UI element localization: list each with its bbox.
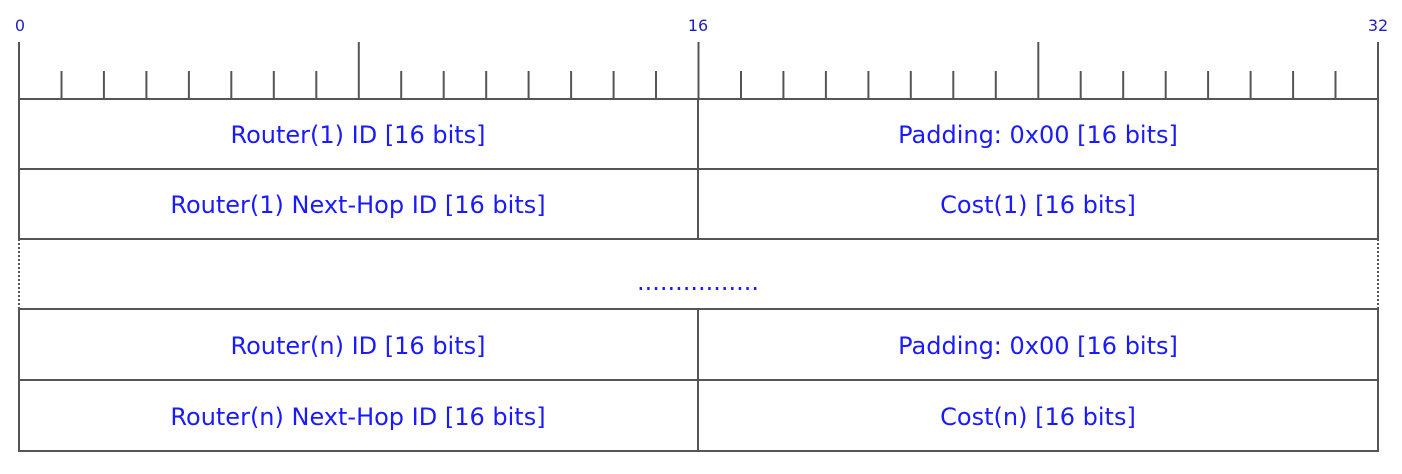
bit-ruler bbox=[19, 42, 1378, 99]
row-router-1-next-hop bbox=[19, 169, 1378, 239]
label-cost-n: Cost(n) [16 bits] bbox=[940, 403, 1136, 431]
ellipsis-label: ................ bbox=[636, 268, 760, 296]
label-router-1-id: Router(1) ID [16 bits] bbox=[230, 121, 486, 149]
label-router-n-next-hop-id: Router(n) Next-Hop ID [16 bits] bbox=[170, 403, 546, 431]
label-cost-1: Cost(1) [16 bits] bbox=[940, 191, 1136, 219]
scale-label-16: 16 bbox=[687, 16, 709, 35]
row-router-n-id bbox=[19, 309, 1378, 380]
row-router-n-next-hop bbox=[19, 380, 1378, 451]
scale-label-32: 32 bbox=[1367, 16, 1389, 35]
label-padding-1: Padding: 0x00 [16 bits] bbox=[898, 121, 1178, 149]
row-ellipsis bbox=[19, 239, 1378, 309]
label-router-n-id: Router(n) ID [16 bits] bbox=[230, 332, 486, 360]
label-padding-n: Padding: 0x00 [16 bits] bbox=[898, 332, 1178, 360]
scale-label-0: 0 bbox=[14, 16, 26, 35]
label-router-1-next-hop-id: Router(1) Next-Hop ID [16 bits] bbox=[170, 191, 546, 219]
row-router-1-id bbox=[19, 99, 1378, 169]
